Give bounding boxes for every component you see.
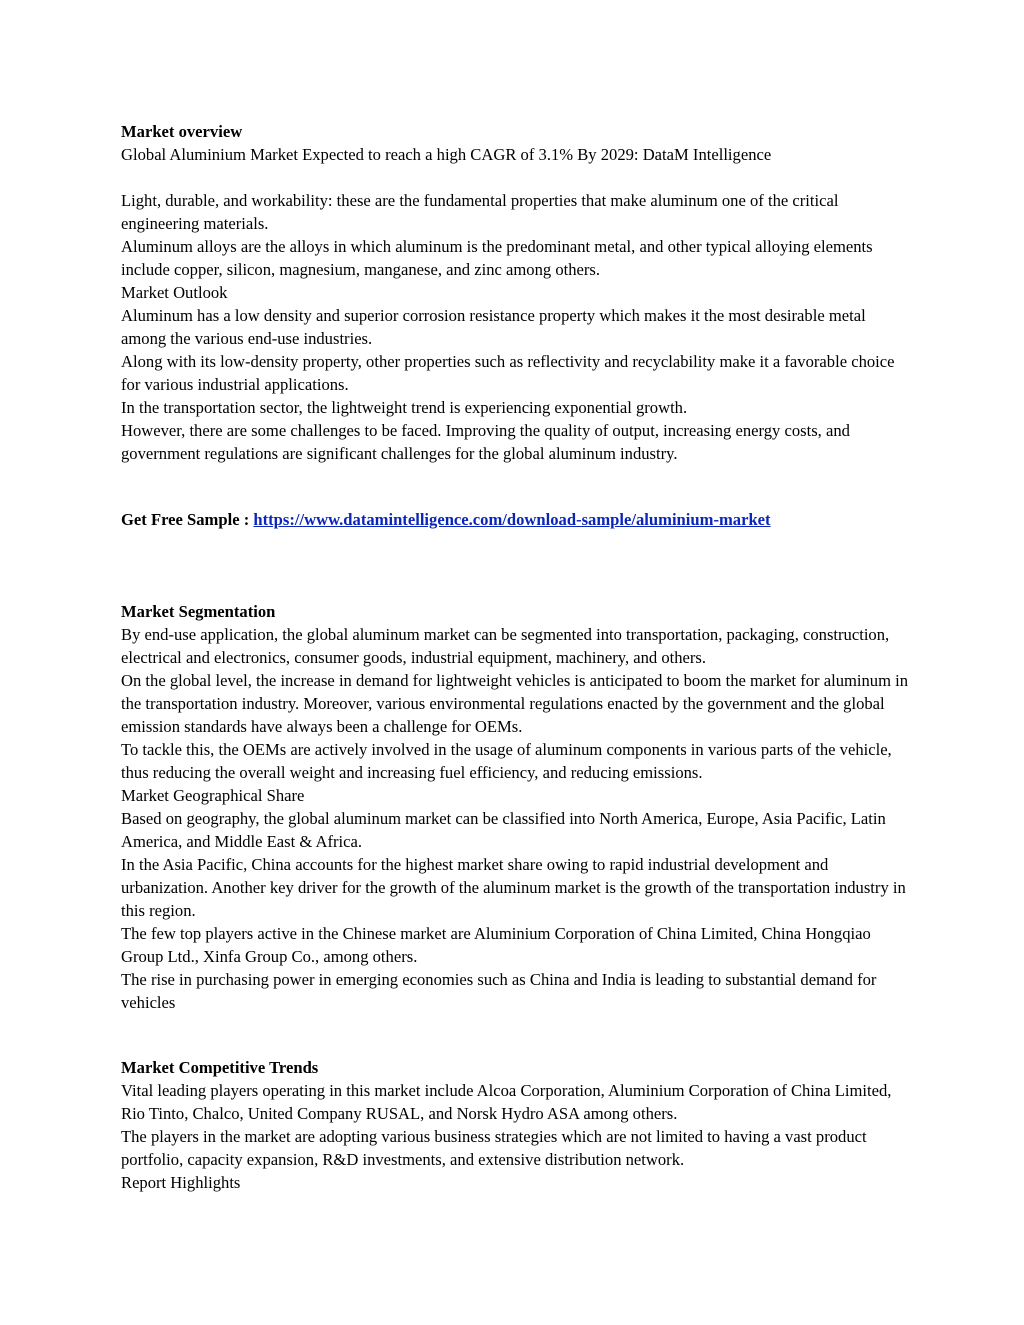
- free-sample-line: [121, 508, 911, 531]
- competitive-paragraph: Vital leading players operating in this market include Alcoa Corporation, Aluminium Corporation of China Limited, Rio Tinto, Chalco, United Company RUSAL, and Norsk Hydro ASA among others.: [121, 1081, 892, 1123]
- segmentation-paragraph: Based on geography, the global aluminum market can be classified into North America, Europe, Asia Pacific, Latin America, and Middle East & Africa.: [121, 809, 886, 851]
- overview-paragraph: Aluminum alloys are the alloys in which aluminum is the predominant metal, and other typical alloying elements include copper, silicon, magnesium, manganese, and zinc among others.: [121, 237, 873, 279]
- overview-subtitle: Global Aluminium Market Expected to reach a high CAGR of 3.1% By 2029: DataM Intelligence: [121, 145, 772, 164]
- market-segmentation-heading: Market Segmentation: [121, 602, 276, 621]
- market-overview-heading: Market overview: [121, 122, 243, 141]
- segmentation-paragraph: By end-use application, the global aluminum market can be segmented into transportation, packaging, construction, electrical and electronics, consumer goods, industrial equipment, machinery, and others.: [121, 625, 890, 667]
- market-overview-section: [121, 120, 911, 465]
- report-highlights-subheading: Report Highlights: [121, 1173, 241, 1192]
- competitive-paragraph: The players in the market are adopting various business strategies which are not limited to having a vast product portfolio, capacity expansion, R&D investments, and extensive distribution network.: [121, 1127, 867, 1169]
- market-competitive-trends-heading: Market Competitive Trends: [121, 1058, 319, 1077]
- segmentation-paragraph: In the Asia Pacific, China accounts for the highest market share owing to rapid industrial development and urbanization. Another key driver for the growth of the aluminum market is the growth of the transportation industry in this region.: [121, 855, 906, 920]
- segmentation-paragraph: The few top players active in the Chinese market are Aluminium Corporation of China Limited, China Hongqiao Group Ltd., Xinfa Group Co., among others.: [121, 924, 871, 966]
- overview-paragraph: However, there are some challenges to be faced. Improving the quality of output, increasing energy costs, and government regulations are significant challenges for the global aluminum industry.: [121, 421, 850, 463]
- market-segmentation-section: [121, 600, 911, 1014]
- blank-line: [121, 166, 911, 189]
- free-sample-label: Get Free Sample :: [121, 510, 254, 529]
- market-geographical-share-subheading: Market Geographical Share: [121, 786, 305, 805]
- segmentation-paragraph: The rise in purchasing power in emerging economies such as China and India is leading to substantial demand for vehicles: [121, 970, 877, 1012]
- free-sample-section: [121, 508, 911, 531]
- overview-paragraph: Along with its low-density property, other properties such as reflectivity and recyclability make it a favorable choice for various industrial applications.: [121, 352, 895, 394]
- market-outlook-subheading: Market Outlook: [121, 283, 228, 302]
- segmentation-paragraph: On the global level, the increase in demand for lightweight vehicles is anticipated to boom the market for aluminum in the transportation industry. Moreover, various environmental regulations enacted by the government and the global emission standards have always been a challenge for OEMs.: [121, 671, 909, 736]
- overview-paragraph: Aluminum has a low density and superior corrosion resistance property which makes it the most desirable metal among the various end-use industries.: [121, 306, 866, 348]
- overview-paragraph: In the transportation sector, the lightweight trend is experiencing exponential growth.: [121, 398, 688, 417]
- market-competitive-trends-section: [121, 1056, 911, 1194]
- free-sample-link[interactable]: https://www.datamintelligence.com/download-sample/aluminium-market: [253, 510, 771, 529]
- overview-paragraph: Light, durable, and workability: these are the fundamental properties that make aluminum one of the critical engineering materials.: [121, 191, 839, 233]
- segmentation-paragraph: To tackle this, the OEMs are actively involved in the usage of aluminum components in various parts of the vehicle, thus reducing the overall weight and increasing fuel efficiency, and reducing emissions.: [121, 740, 892, 782]
